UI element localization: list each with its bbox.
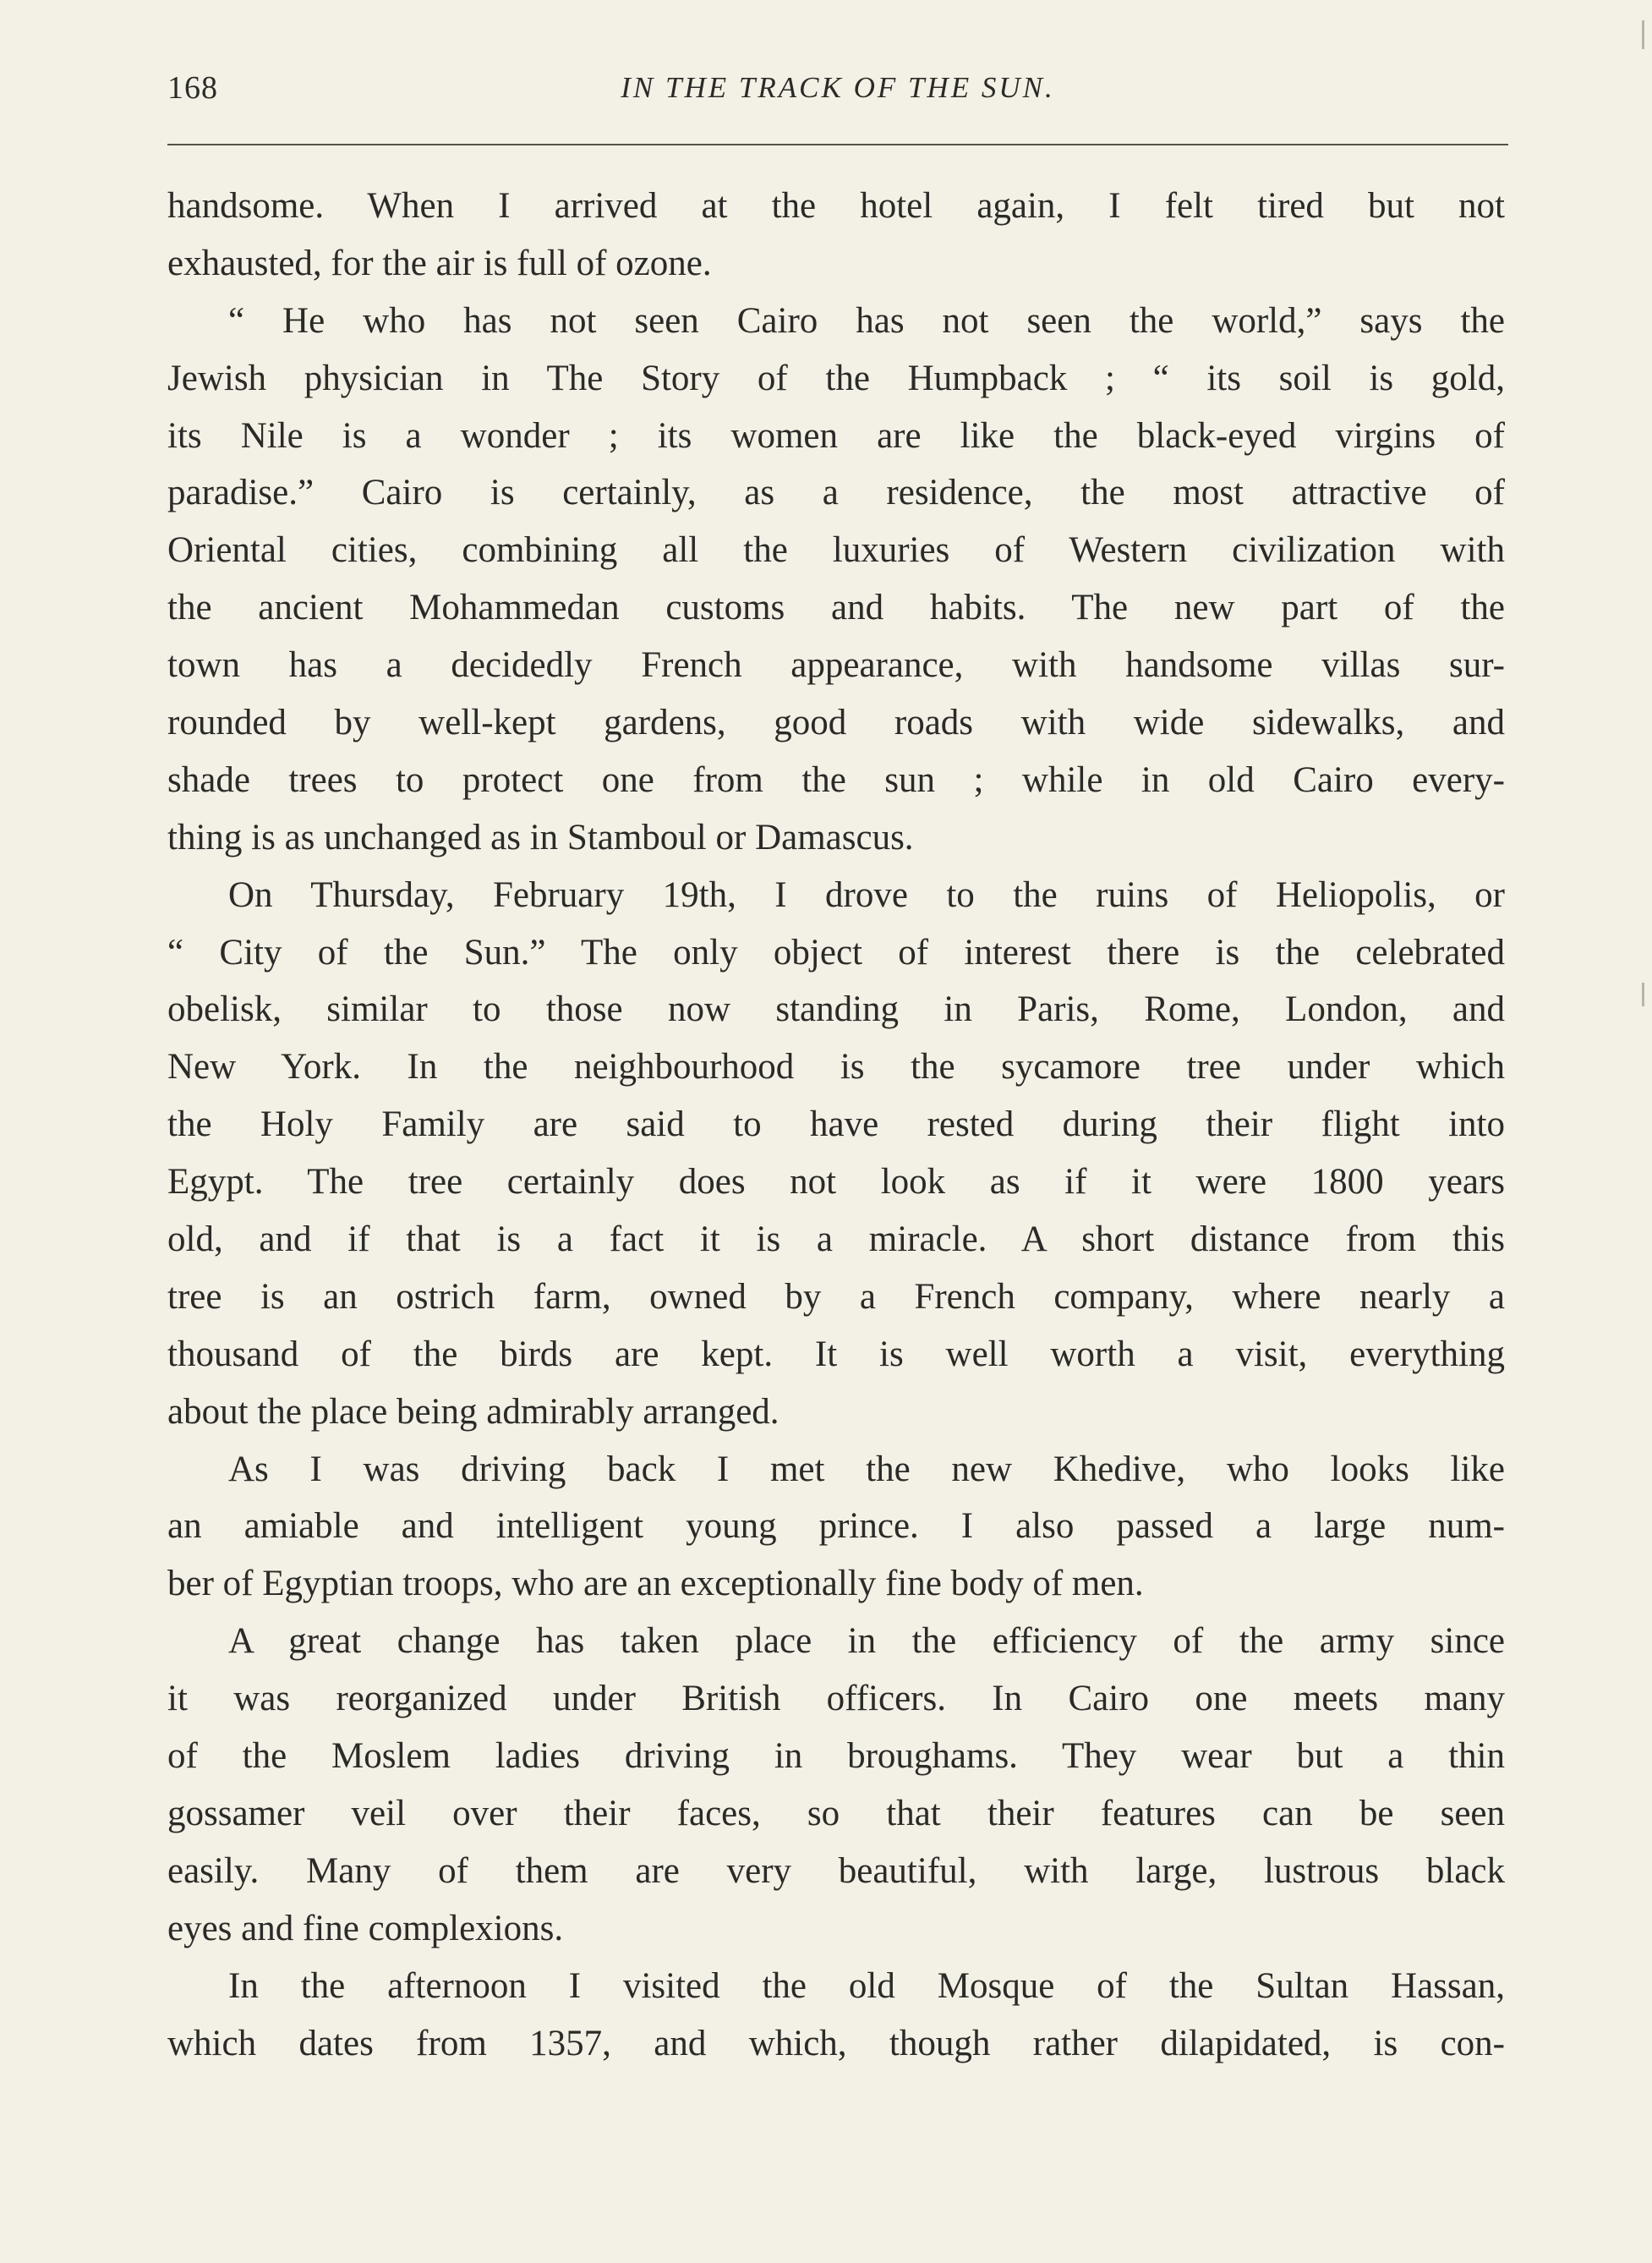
- text-line: Egypt. The tree certainly does not look as if it were 1800 years: [167, 1162, 1505, 1203]
- text-line: Oriental cities, combining all the luxuries of Western civilization with: [167, 530, 1505, 571]
- running-head: IN THE TRACK OF THE SUN.: [621, 71, 1055, 104]
- text-line: which dates from 1357, and which, though rather dilapidated, is con-: [167, 2023, 1505, 2063]
- text-line: exhausted, for the air is full of ozone.: [167, 243, 712, 283]
- text-line: about the place being admirably arranged.: [167, 1391, 780, 1432]
- text-line: easily. Many of them are very beautiful, with large, lustrous black: [167, 1850, 1505, 1891]
- text-line: ber of Egyptian troops, who are an exceptionally fine body of men.: [167, 1564, 1144, 1604]
- text-line: New York. In the neighbourhood is the sycamore tree under which: [167, 1047, 1505, 1088]
- text-line: thing is as unchanged as in Stamboul or Damascus.: [167, 817, 914, 858]
- text-line: obelisk, similar to those now standing in Paris, Rome, London, and: [167, 989, 1505, 1030]
- text-line: handsome. When I arrived at the hotel again, I felt tired but not: [167, 186, 1505, 226]
- text-line: “ He who has not seen Cairo has not seen the world,” says the: [228, 300, 1505, 341]
- text-line: old, and if that is a fact it is a miracle. A short distance from this: [167, 1219, 1505, 1260]
- page-header: [167, 69, 1508, 113]
- text-line: tree is an ostrich farm, owned by a French company, where nearly a: [167, 1276, 1505, 1317]
- text-line: paradise.” Cairo is certainly, as a residence, the most attractive of: [167, 473, 1505, 513]
- text-line: In the afternoon I visited the old Mosque of the Sultan Hassan,: [228, 1965, 1505, 2006]
- scan-margin-mark: [1642, 20, 1644, 49]
- text-line: On Thursday, February 19th, I drove to the ruins of Heliopolis, or: [228, 874, 1505, 915]
- text-line: thousand of the birds are kept. It is well worth a visit, everything: [167, 1334, 1505, 1374]
- text-line: an amiable and intelligent young prince. I also passed a large num-: [167, 1506, 1505, 1547]
- text-line: its Nile is a wonder ; its women are like the black-eyed virgins of: [167, 415, 1505, 456]
- text-line: “ City of the Sun.” The only object of interest there is the celebrated: [167, 932, 1505, 973]
- text-line: Jewish physician in The Story of the Humpback ; “ its soil is gold,: [167, 358, 1505, 398]
- text-line: eyes and fine complexions.: [167, 1908, 564, 1948]
- text-line: A great change has taken place in the efficiency of the army since: [228, 1621, 1505, 1662]
- text-line: As I was driving back I met the new Khedive, who looks like: [228, 1449, 1505, 1489]
- text-line: the Holy Family are said to have rested during their flight into: [167, 1104, 1505, 1145]
- page-number: 168: [167, 70, 218, 106]
- text-line: town has a decidedly French appearance, with handsome villas sur-: [167, 645, 1505, 686]
- scan-margin-mark: [1642, 983, 1644, 1006]
- text-line: gossamer veil over their faces, so that their features can be seen: [167, 1793, 1505, 1833]
- header-rule: [167, 144, 1508, 145]
- text-line: it was reorganized under British officers. In Cairo one meets many: [167, 1679, 1505, 1719]
- text-line: the ancient Mohammedan customs and habits. The new part of the: [167, 588, 1505, 628]
- text-line: shade trees to protect one from the sun ; while in old Cairo every-: [167, 759, 1505, 800]
- body-text: [167, 178, 1505, 2072]
- text-line: rounded by well-kept gardens, good roads with wide sidewalks, and: [167, 703, 1505, 743]
- text-line: of the Moslem ladies driving in broughams. They wear but a thin: [167, 1736, 1505, 1777]
